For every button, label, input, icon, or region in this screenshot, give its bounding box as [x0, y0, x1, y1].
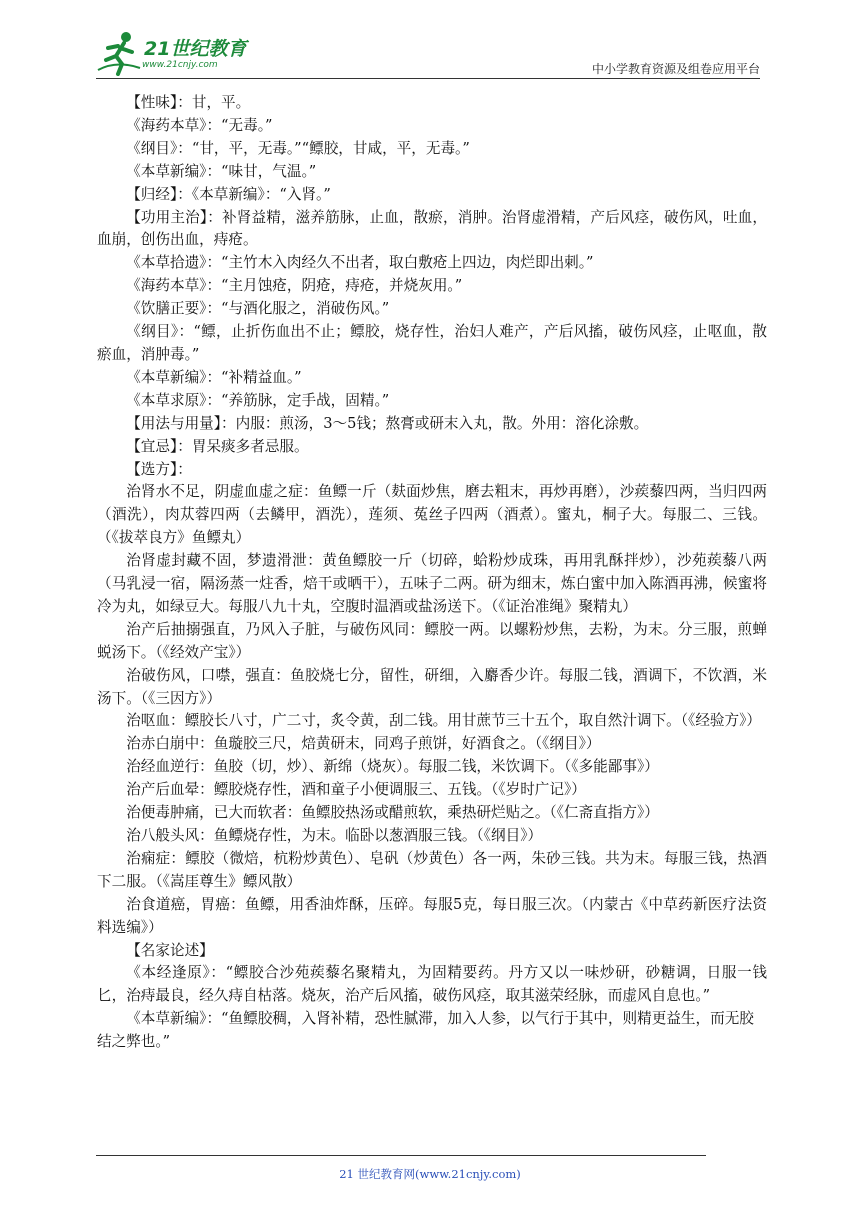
document-body	[97, 92, 767, 1054]
paragraph: 【选方】：	[126, 460, 192, 478]
logo-text: 21世纪教育	[144, 38, 247, 60]
paragraph: 治痫症：鳔胶（微焙，杭粉炒黄色）、皂矾（炒黄色）各一两，朱砂三钱。共为末。每服三钱，热酒下二服。（《嵩厓尊生》鳔风散）	[97, 849, 767, 890]
paragraph: 《海药本草》：“无毒。”	[126, 116, 273, 134]
paragraph: 《纲目》：“鳔，止折伤血出不止；鳔胶，烧存性，治妇人难产，产后风搐，破伤风痉，止呕血，散瘀血，消肿毒。”	[97, 323, 767, 363]
paragraph: 【性味】：甘，平。	[126, 94, 251, 111]
paragraph: 治肾虚封藏不固，梦遗滑泄：黄鱼鳔胶一斤（切碎，蛤粉炒成珠，再用乳酥拌炒），沙苑蒺藜八两（马乳浸一宿，隔汤蒸一炷香，焙干或晒干），五味子二两。研为细末，炼白蜜中加入陈酒再沸，候蜜将冷为丸，如绿豆大。每服八九十丸，空腹时温酒或盐汤送下。（《证治准绳》聚精丸）	[97, 552, 767, 615]
page-header	[96, 28, 760, 78]
paragraph: 治赤白崩中：鱼璇胶三尺，焙黄研末，同鸡子煎饼，好酒食之。（《纲目》）	[126, 735, 601, 753]
footer-link[interactable]: 21 世纪教育网(www.21cnjy.com)	[339, 1167, 521, 1181]
paragraph: 治产后抽搦强直，乃风入子脏，与破伤风同：鳔胶一两。以螺粉炒焦，去粉，为末。分三服，煎蝉蜕汤下。（《经效产宝》）	[97, 620, 767, 661]
site-logo[interactable]	[96, 30, 266, 76]
platform-name: 中小学教育资源及组卷应用平台	[591, 62, 760, 76]
paragraph: 【用法与用量】：内服：煎汤，3～5钱；熬膏或研末入丸，散。外用：溶化涂敷。	[126, 414, 649, 432]
runner-icon	[96, 30, 144, 76]
paragraph: 《饮膳正要》：“与酒化服之，消破伤风。”	[126, 300, 390, 318]
paragraph: 治便毒肿痛，已大而软者：鱼鳔胶热汤或醋煎软，乘热研烂贴之。（《仁斋直指方》）	[126, 804, 659, 822]
paragraph: 治食道癌，胃癌：鱼鳔，用香油炸酥，压碎。每服5克，每日服三次。（内蒙古《中草药新医疗法资料选编》）	[97, 895, 767, 936]
paragraph: 治呕血：鳔胶长八寸，广二寸，炙令黄，刮二钱。用甘蔗节三十五个，取自然汁调下。（《经验方》）	[126, 712, 762, 730]
header-divider	[96, 78, 760, 79]
paragraph: 《本草求原》：“养筋脉，定手战，固精。”	[126, 391, 390, 409]
logo-url: www.21cnjy.com	[142, 60, 218, 70]
paragraph: 【功用主治】：补肾益精，滋养筋脉，止血，散瘀，消肿。治肾虚滑精，产后风痉，破伤风，吐血，血崩，创伤出血，痔疮。	[97, 208, 767, 249]
paragraph: 《本草拾遗》：“主竹木入肉经久不出者，取白敷疮上四边，肉烂即出刺。”	[126, 254, 594, 272]
paragraph: 《本经逢原》：“鳔胶合沙苑蒺藜名聚精丸，为固精要药。丹方又以一味炒研，砂糖调，日服一钱匕，治痔最良，经久痔自枯落。烧灰，治产后风搐，破伤风痉，取其滋荣经脉，而虚风自息也。”	[97, 964, 767, 1005]
paragraph: 治经血逆行：鱼胶（切，炒）、新绵（烧灰）。每服二钱，米饮调下。（《多能鄙事》）	[126, 758, 659, 776]
paragraph: 《纲目》：“甘，平，无毒。”“鳔胶，甘咸，平，无毒。”	[126, 139, 470, 157]
paragraph: 治肾水不足，阴虚血虚之症：鱼鳔一斤（麸面炒焦，磨去粗末，再炒再磨），沙蒺藜四两，当归四两（酒洗），肉苁蓉四两（去鳞甲，酒洗），莲须、菟丝子四两（酒煮）。蜜丸，桐子大。每服二、三钱。（《拔萃良方》鱼鳔丸）	[97, 483, 767, 547]
paragraph: 治八般头风：鱼鳔烧存性，为末。临卧以葱酒服三钱。（《纲目》）	[126, 827, 543, 844]
paragraph: 治产后血晕：鳔胶烧存性，酒和童子小便调服三、五钱。（《岁时广记》）	[126, 781, 586, 799]
paragraph: 【归经】：《本草新编》：“入肾。”	[126, 185, 331, 203]
paragraph: 《海药本草》：“主月蚀疮，阴疮，痔疮，并烧灰用。”	[126, 277, 463, 295]
paragraph: 《本草新编》：“补精益血。”	[126, 368, 302, 386]
paragraph: 《本草新编》：“鱼鳔胶稠，入肾补精，恐性腻滞，加入人参，以气行于其中，则精更益生，而无胶结之弊也。”	[97, 1010, 754, 1051]
paragraph: 【名家论述】	[126, 941, 214, 959]
paragraph: 治破伤风，口噤，强直：鱼胶烧七分，留性，研细，入麝香少许。每服二钱，酒调下，不饮酒，米汤下。（《三因方》）	[97, 666, 767, 707]
paragraph: 《本草新编》：“味甘，气温。”	[126, 162, 317, 180]
paragraph: 【宜忌】：胃呆痰多者忌服。	[126, 437, 309, 455]
footer-divider	[96, 1155, 706, 1156]
